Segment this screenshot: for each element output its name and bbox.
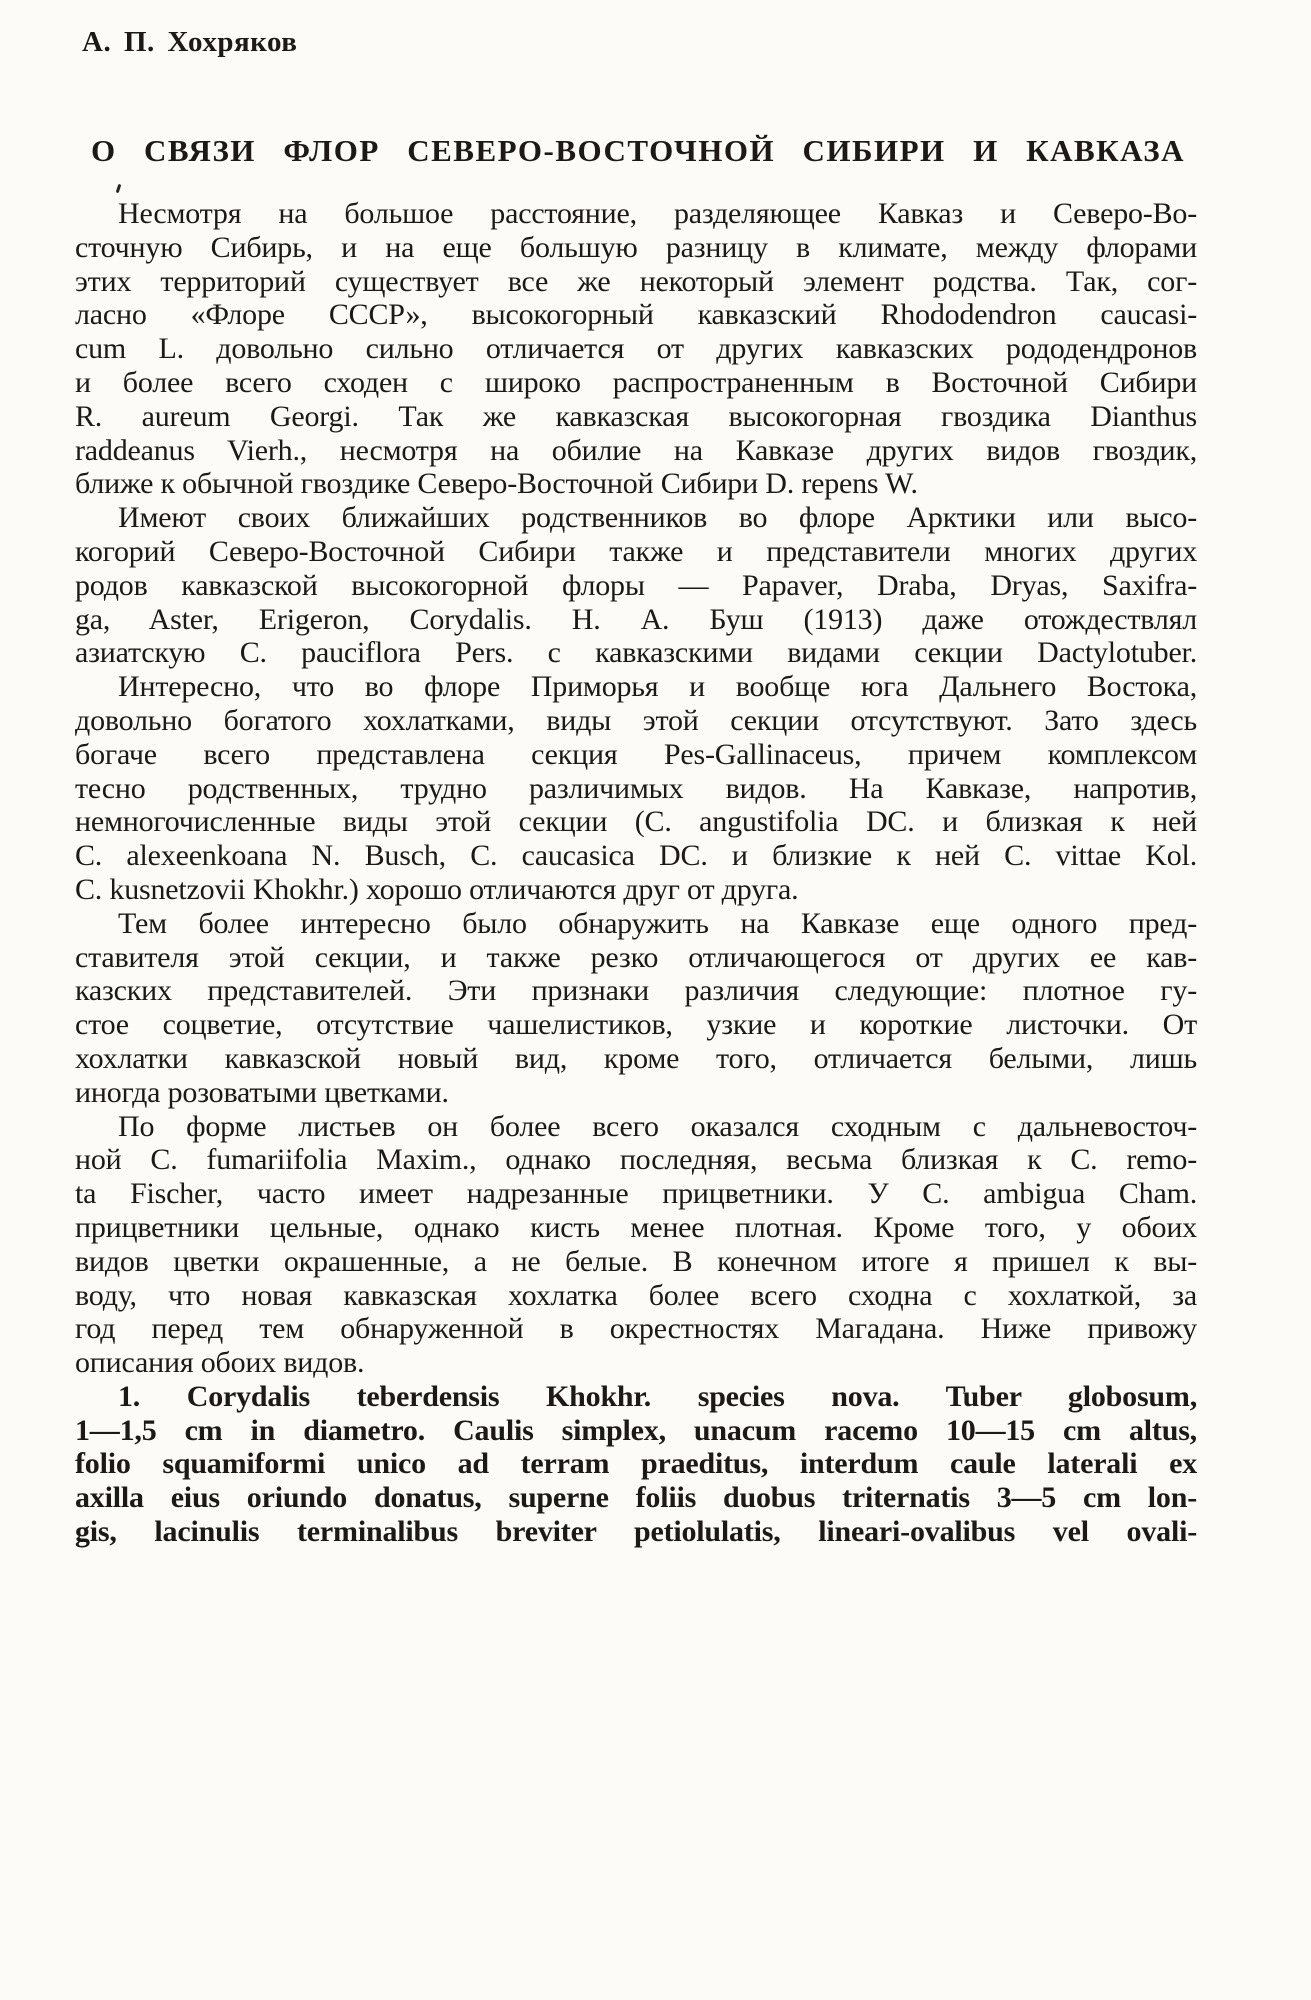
- text-line: Имеют своих ближайших родственников во флоре Арктики или высо-: [118, 501, 1197, 535]
- text-line: По форме листьев он более всего оказался сходным с дальневосточ-: [118, 1109, 1197, 1143]
- text-line: богаче всего представлена секция Pes-Gallinaceus, причем комплексом: [75, 737, 1197, 771]
- article-title: [75, 133, 1197, 169]
- text-line: немногочисленные виды этой секции (C. angustifolia DC. и близкая к ней: [75, 805, 1197, 839]
- paragraph: [75, 1110, 1197, 1380]
- text-line: C. kusnetzovii Khokhr.) хорошо отличаются друг от друга.: [75, 872, 799, 906]
- text-line: ласно «Флоре СССР», высокогорный кавказский Rhododendron caucasi-: [75, 298, 1197, 332]
- paragraph: [75, 670, 1197, 907]
- paragraph: [75, 501, 1197, 670]
- text-line: raddeanus Vierh., несмотря на обилие на Кавказе других видов гвоздик,: [75, 433, 1197, 467]
- text-line: этих территорий существует все же некоторый элемент родства. Так, сог-: [75, 264, 1197, 298]
- article-body: [75, 197, 1197, 1549]
- text-line: axilla eius oriundo donatus, superne foliis duobus triternatis 3—5 cm lon-: [75, 1481, 1197, 1515]
- paragraph: [75, 197, 1197, 501]
- text-line: Тем более интересно было обнаружить на Кавказе еще одного пред-: [118, 906, 1197, 940]
- text-line: прицветники цельные, однако кисть менее плотная. Кроме того, у обоих: [75, 1210, 1197, 1244]
- paragraph: [75, 1380, 1197, 1549]
- text-line: довольно богатого хохлатками, виды этой секции отсутствуют. Зато здесь: [75, 703, 1197, 737]
- text-line: иногда розоватыми цветками.: [75, 1075, 449, 1109]
- text-line: видов цветки окрашенные, а не белые. В конечном итоге я пришел к вы-: [75, 1244, 1197, 1278]
- text-line: хохлатки кавказской новый вид, кроме того, отличается белыми, лишь: [75, 1041, 1197, 1075]
- text-line: ной C. fumariifolia Maxim., однако последняя, весьма близкая к C. remo-: [75, 1143, 1197, 1177]
- text-line: когорий Северо-Восточной Сибири также и представители многих других: [75, 534, 1197, 568]
- text-line: год перед тем обнаруженной в окрестностях Магадана. Ниже привожу: [75, 1312, 1197, 1346]
- text-line: ближе к обычной гвоздике Северо-Восточной Сибири D. repens W.: [75, 467, 918, 501]
- text-line: сточную Сибирь, и на еще большую разницу в климате, между флорами: [75, 230, 1197, 264]
- text-line: воду, что новая кавказская хохлатка более всего сходна с хохлаткой, за: [75, 1278, 1197, 1312]
- text-line: 1. Corydalis teberdensis Khokhr. species nova. Tuber globosum,: [118, 1379, 1197, 1413]
- text-line: родов кавказской высокогорной флоры — Papaver, Draba, Dryas, Saxifra-: [75, 568, 1197, 602]
- text-line: Интересно, что во флоре Приморья и вообще юга Дальнего Востока,: [118, 670, 1197, 704]
- author-byline: А. П. Хохряков: [82, 26, 298, 58]
- text-line: стое соцветие, отсутствие чашелистиков, узкие и короткие листочки. От: [75, 1008, 1197, 1042]
- text-line: описания обоих видов.: [75, 1346, 365, 1380]
- text-line: folio squamiformi unico ad terram praeditus, interdum caule laterali ex: [75, 1447, 1197, 1481]
- text-line: казских представителей. Эти признаки различия следующие: плотное гу-: [75, 974, 1197, 1008]
- text-line: 1—1,5 cm in diametro. Caulis simplex, unacum racemo 10—15 cm altus,: [75, 1413, 1197, 1447]
- text-line: gis, lacinulis terminalibus breviter petiolulatis, lineari-ovalibus vel ovali-: [75, 1515, 1197, 1549]
- text-line: азиатскую C. pauciflora Pers. с кавказскими видами секции Dactylotuber.: [75, 636, 1197, 670]
- text-line: cum L. довольно сильно отличается от других кавказских рододендронов: [75, 332, 1197, 366]
- text-line: ga, Aster, Erigeron, Corydalis. Н. А. Буш (1913) даже отождествлял: [75, 602, 1197, 636]
- text-line: R. aureum Georgi. Так же кавказская высокогорная гвоздика Dianthus: [75, 399, 1197, 433]
- article-title-text: О СВЯЗИ ФЛОР СЕВЕРО-ВОСТОЧНОЙ СИБИРИ И КАВКАЗА: [91, 133, 1185, 168]
- text-line: ставителя этой секции, и также резко отличающегося от других ее кав-: [75, 940, 1197, 974]
- text-line: C. alexeenkoana N. Busch, C. caucasica DC. и близкие к ней C. vittae Kol.: [75, 839, 1197, 873]
- text-line: Несмотря на большое расстояние, разделяющее Кавказ и Северо-Во-: [118, 197, 1197, 230]
- paragraph: [75, 907, 1197, 1110]
- text-line: и более всего сходен с широко распространенным в Восточной Сибири: [75, 365, 1197, 399]
- text-line: тесно родственных, трудно различимых видов. На Кавказе, напротив,: [75, 771, 1197, 805]
- scan-artifact: [116, 184, 122, 193]
- text-line: ta Fischer, часто имеет надрезанные прицветники. У C. ambigua Cham.: [75, 1177, 1197, 1211]
